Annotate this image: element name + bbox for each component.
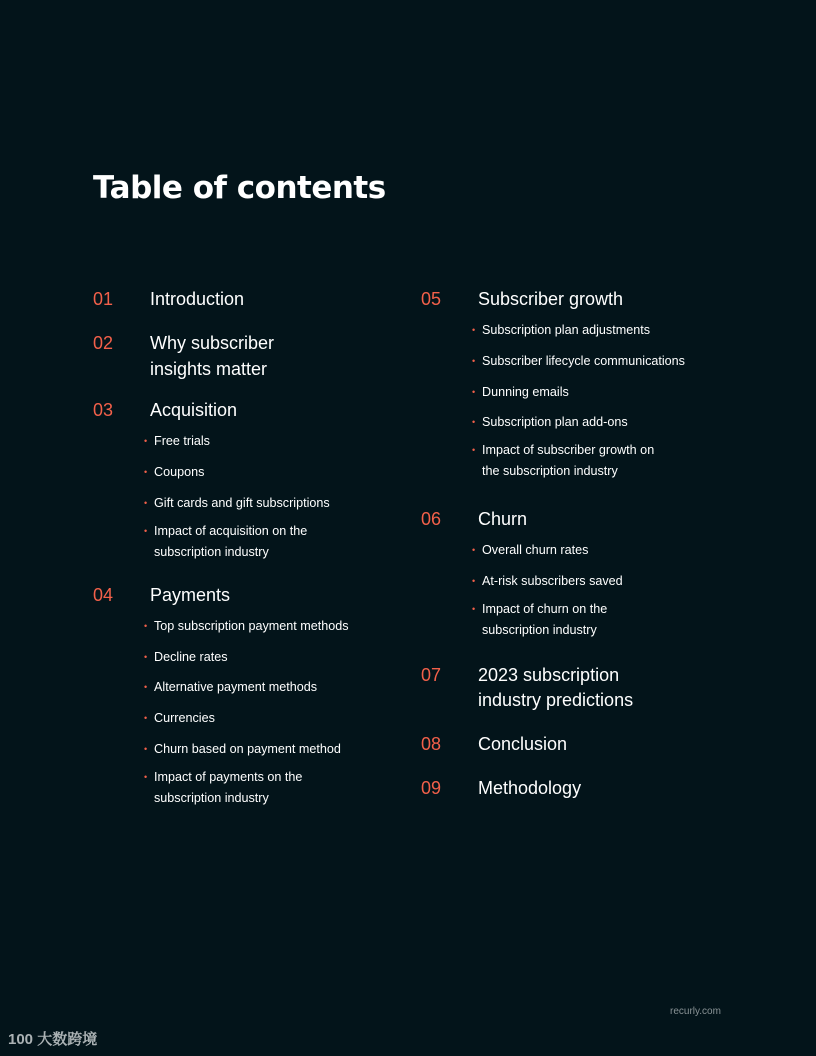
subsection-item[interactable] bbox=[472, 382, 712, 403]
bullet-dot-icon: • bbox=[144, 467, 148, 477]
section-number: 07 bbox=[421, 665, 442, 685]
subsection-label-line: subscription industry bbox=[154, 791, 269, 805]
subsection-item[interactable] bbox=[472, 540, 712, 561]
section-heading: Introduction bbox=[150, 289, 245, 309]
subsection-label: Alternative payment methods bbox=[154, 680, 318, 694]
subsection-item[interactable] bbox=[472, 320, 712, 341]
bullet-dot-icon: • bbox=[472, 325, 476, 335]
subsection-label-line: subscription industry bbox=[482, 623, 597, 637]
subsection-label-line: subscription industry bbox=[154, 545, 269, 559]
subsection-item[interactable] bbox=[472, 351, 712, 372]
subsection-item[interactable] bbox=[472, 412, 712, 433]
bullet-dot-icon: • bbox=[144, 498, 148, 508]
bullet-dot-icon: • bbox=[472, 545, 476, 555]
subsection-item[interactable] bbox=[144, 708, 384, 729]
subsection-label-line: Impact of subscriber growth on bbox=[482, 443, 655, 457]
subsection-label: Overall churn rates bbox=[482, 543, 589, 557]
section-heading: Conclusion bbox=[478, 734, 568, 754]
section-heading: Methodology bbox=[478, 778, 582, 798]
section-number: 06 bbox=[421, 509, 442, 529]
section-number: 03 bbox=[93, 400, 114, 420]
bullet-dot-icon: • bbox=[472, 445, 476, 455]
bullet-dot-icon: • bbox=[472, 387, 476, 397]
bullet-dot-icon: • bbox=[144, 744, 148, 754]
subsection-label-line: Impact of payments on the bbox=[154, 770, 303, 784]
subsection-item[interactable] bbox=[144, 739, 384, 760]
page-title: Table of contents bbox=[93, 170, 386, 206]
bullet-dot-icon: • bbox=[144, 652, 148, 662]
subsection-label: Free trials bbox=[154, 434, 210, 448]
subsection-item[interactable] bbox=[144, 431, 384, 452]
bullet-dot-icon: • bbox=[144, 682, 148, 692]
bullet-dot-icon: • bbox=[144, 526, 148, 536]
section-number: 09 bbox=[421, 778, 442, 798]
footer-url: recurly.com bbox=[670, 1006, 721, 1017]
section-heading: Subscriber growth bbox=[478, 289, 624, 309]
bullet-dot-icon: • bbox=[472, 417, 476, 427]
subsection-label: Decline rates bbox=[154, 650, 228, 664]
bullet-dot-icon: • bbox=[144, 621, 148, 631]
section-heading-line: Why subscriber bbox=[150, 333, 275, 353]
section-number: 01 bbox=[93, 289, 114, 309]
bullet-dot-icon: • bbox=[144, 436, 148, 446]
subsection-label: Dunning emails bbox=[482, 385, 569, 399]
subsection-item[interactable] bbox=[144, 462, 384, 483]
subsection-label: Subscription plan adjustments bbox=[482, 323, 651, 337]
subsection-label: Subscription plan add-ons bbox=[482, 415, 628, 429]
subsection-item[interactable] bbox=[144, 677, 384, 698]
subsection-label: Subscriber lifecycle communications bbox=[482, 354, 685, 368]
subsection-item[interactable] bbox=[472, 599, 712, 641]
subsection-item[interactable] bbox=[144, 521, 384, 563]
section-number: 05 bbox=[421, 289, 442, 309]
section-number: 02 bbox=[93, 333, 114, 353]
subsection-label-line: Impact of acquisition on the bbox=[154, 524, 308, 538]
subsection-item[interactable] bbox=[472, 571, 712, 592]
section-heading: Acquisition bbox=[150, 400, 238, 420]
subsection-item[interactable] bbox=[144, 647, 384, 668]
watermark-logo: 100 大数跨境 bbox=[8, 1031, 98, 1048]
bullet-dot-icon: • bbox=[472, 604, 476, 614]
section-heading-line: industry predictions bbox=[478, 690, 634, 710]
bullet-dot-icon: • bbox=[472, 356, 476, 366]
section-number: 08 bbox=[421, 734, 442, 754]
subsection-label: Churn based on payment method bbox=[154, 742, 341, 756]
section-heading: Churn bbox=[478, 509, 528, 529]
subsection-label-line: Impact of churn on the bbox=[482, 602, 608, 616]
bullet-dot-icon: • bbox=[144, 772, 148, 782]
subsection-label: At-risk subscribers saved bbox=[482, 574, 623, 588]
subsection-label: Coupons bbox=[154, 465, 205, 479]
subsection-item[interactable] bbox=[144, 767, 384, 809]
subsection-label-line: the subscription industry bbox=[482, 464, 618, 478]
subsection-item[interactable] bbox=[472, 440, 712, 482]
subsection-label: Gift cards and gift subscriptions bbox=[154, 496, 330, 510]
subsection-label: Top subscription payment methods bbox=[154, 619, 349, 633]
section-heading-line: insights matter bbox=[150, 359, 268, 379]
subsection-label: Currencies bbox=[154, 711, 215, 725]
section-heading: Payments bbox=[150, 585, 231, 605]
section-heading bbox=[150, 331, 400, 382]
bullet-dot-icon: • bbox=[144, 713, 148, 723]
section-number: 04 bbox=[93, 585, 114, 605]
subsection-item[interactable] bbox=[144, 493, 384, 514]
section-heading-line: 2023 subscription bbox=[478, 665, 620, 685]
bullet-dot-icon: • bbox=[472, 576, 476, 586]
section-heading bbox=[478, 663, 728, 713]
subsection-item[interactable] bbox=[144, 616, 384, 637]
